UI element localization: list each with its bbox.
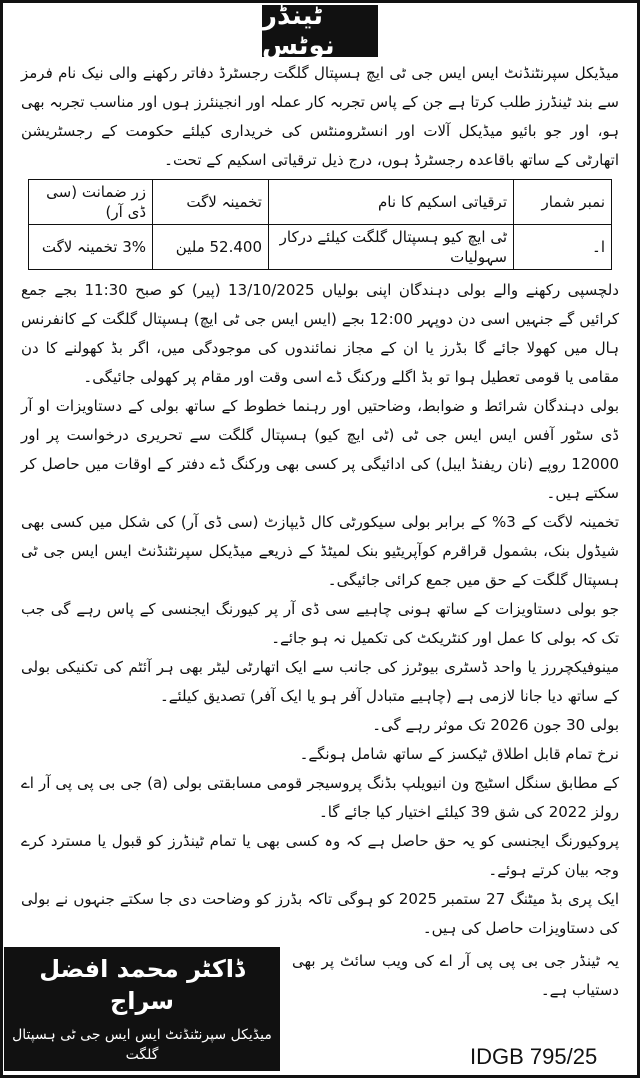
procedure-paragraph: کے مطابق سنگل اسٹیج ون انیویلپ بڈنگ پروسیجر قومی مسابقتی بولی (a) جی بی پی پی آر اے رولز 2022 کی شق 39 کیلئے اختیار کیا جائے گا۔ bbox=[21, 774, 619, 821]
cell-estimated-cost: 52.400 ملین bbox=[153, 225, 269, 270]
intro-paragraph: میڈیکل سپرنٹنڈنٹ ایس ایس جی ٹی ایچ ہسپتال گلگت رجسٹرڈ دفاتر رکھنے والی نیک نام فرمز سے بند ٹینڈرز طلب کرتا ہے جن کے پاس تجربہ کار عملہ اور انجینئرز ہوں اور مناسب تجربہ بھی ہو، اور جو بائیو میڈیکل آلات اور انسٹرومنٹس کی خریداری کیلئے حکومت کے رجسٹریشن اتھارٹی کے ساتھ باقاعدہ رجسٹرڈ ہوں، درج ذیل ترقیاتی اسکیم کے تحت۔ bbox=[21, 64, 619, 169]
header-security: زر ضمانت (سی ڈی آر) bbox=[29, 180, 153, 225]
notice-title: ٹینڈر نوٹس bbox=[262, 5, 378, 57]
header-estimated-cost: تخمینہ لاگت bbox=[153, 180, 269, 225]
cell-serial: ا۔ bbox=[514, 225, 612, 270]
header-serial: نمبر شمار bbox=[514, 180, 612, 225]
table-row bbox=[29, 225, 612, 270]
scheme-table bbox=[28, 179, 612, 270]
cell-scheme-name: ٹی ایچ کیو ہسپتال گلگت کیلئے درکار سہولیات bbox=[269, 225, 514, 270]
validity-paragraph: بولی 30 جون 2026 تک موثر رہے گی۔ bbox=[372, 716, 619, 734]
cdr-paragraph: جو بولی دستاویزات کے ساتھ ہونی چاہیے سی ڈی آر پر کیورنگ ایجنسی کے پاس رہے گی جب تک کہ بولی کا عمل اور کنٹریکٹ کی تکمیل نہ ہو جائے۔ bbox=[21, 600, 619, 647]
authority-letter-paragraph: مینوفیکچررز یا واحد ڈسٹری بیوٹرز کی جانب سے ایک اتھارٹی لیٹر بھی ہر آئٹم کی تکنیکی بولی کے ساتھ دیا جانا لازمی ہے (چاہیے متبادل آفر ہو یا ایک آفر) تصدیق کیلئے۔ bbox=[21, 658, 619, 705]
website-paragraph: یہ ٹینڈر جی بی پی پی آر اے کی ویب سائٹ پر بھی دستیاب ہے۔ bbox=[292, 952, 619, 999]
signature-block bbox=[4, 947, 280, 1071]
footer-right bbox=[280, 947, 637, 1071]
cell-security: 3% تخمینہ لاگت bbox=[29, 225, 153, 270]
table-header-row bbox=[29, 180, 612, 225]
prebid-paragraph: ایک پری بڈ میٹنگ 27 ستمبر 2025 کو ہوگی تاکہ بڈرز کو وضاحت دی جا سکتے جنہوں نے بولی کی دستاویزات حاصل کی ہیں۔ bbox=[21, 890, 620, 937]
security-paragraph: تخمینہ لاگت کے 3% کے برابر بولی سیکورٹی کال ڈیپازٹ (سی ڈی آر) کی شکل میں کسی بھی شیڈول بنک، بشمول قراقرم کوآپریٹیو بنک لمیٹڈ کے ذریعے میڈیکل سپرنٹنڈنٹ ایس ایس جی ٹی ہسپتال گلگت کے حق میں جمع کرائی جائیگی۔ bbox=[21, 513, 619, 589]
documents-paragraph: بولی دہندگان شرائط و ضوابط، وضاحتیں اور رہنما خطوط کے ساتھ بولی کے دستاویزات او آر ڈی سٹور آفس ایس ایس جی ٹی (ٹی ایچ کیو) ہسپتال گلگت سے تحریری درخواست پر اور 12000 روپے (نان ریفنڈ ایبل) کی ادائیگی پر کسی بھی ورکنگ ڈے دفتر کے اوقات میں حاصل کر سکتے ہیں۔ bbox=[21, 397, 619, 502]
signatory-designation: میڈیکل سپرنٹنڈنٹ ایس ایس جی ٹی ہسپتال گلگت bbox=[12, 1027, 272, 1063]
signatory-name: ڈاکٹر محمد افضل سراج bbox=[39, 955, 245, 1015]
rates-paragraph: نرخ تمام قابل اطلاق ٹیکسز کے ساتھ شامل ہونگے۔ bbox=[299, 745, 619, 763]
reference-number: IDGB 795/25 bbox=[470, 1044, 598, 1069]
submission-paragraph: دلچسپی رکھنے والے بولی دہندگان اپنی بولیاں 13/10/2025 (پیر) کو صبح 11:30 بجے جمع کرائیں گے جنہیں اسی دن دوپہر 12:00 بجے (ایس ایس جی ٹی ایچ) ہسپتال گلگت کے کانفرنس ہال میں کھولا جائے گا بڈرز یا ان کے مجاز نمائندوں کی موجودگی میں، اگر بڈ کھولنے کا دن مقامی یا قومی تعطیل ہوا تو بڈ اگلے ورکنگ ڈے اسی وقت اور مقام پر کھولی جائیگی۔ bbox=[21, 281, 619, 386]
header-scheme-name: ترقیاتی اسکیم کا نام bbox=[269, 180, 514, 225]
rights-paragraph: پروکیورنگ ایجنسی کو یہ حق حاصل ہے کہ وہ کسی بھی یا تمام ٹینڈرز کو قبول یا مسترد کرے وجہ بیان کرتے ہوئے۔ bbox=[21, 832, 619, 879]
footer-row bbox=[3, 947, 637, 1071]
